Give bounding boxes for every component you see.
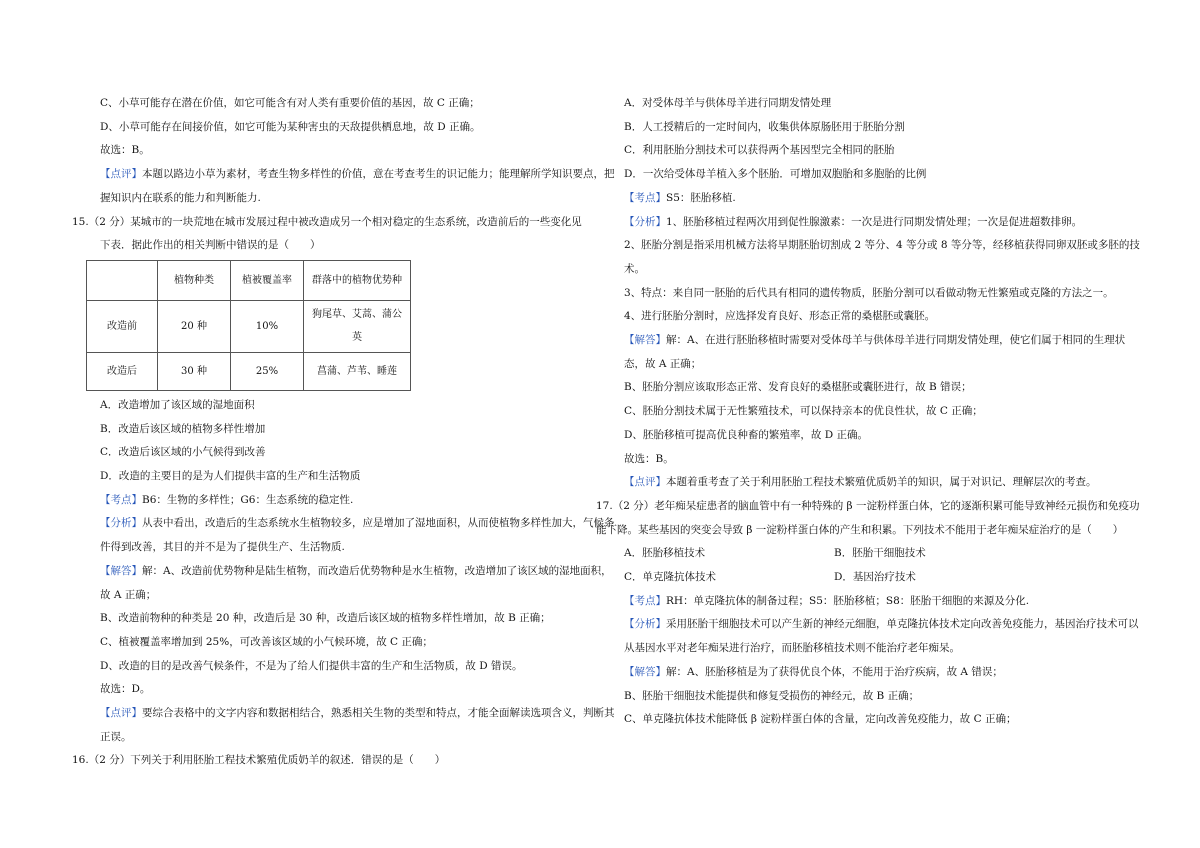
option-c: C．改造后该区域的小气候得到改善 <box>100 446 266 459</box>
choice: 故选：D。 <box>100 683 151 696</box>
table-cell: 改造前 <box>87 300 158 352</box>
answer-b: B、胚胎干细胞技术能提供和修复受损伤的神经元，故 B 正确； <box>624 689 920 702</box>
analysis-tag: 【分析】 <box>624 215 666 228</box>
option-b: B．胚胎干细胞技术 <box>834 547 926 560</box>
comment-paragraph: 【点评】本题以路边小草为素材，考查生物多样性的价值，意在考查考生的识记能力；能理解所学知识要点，把握知识内在联系的能力和判断能力. <box>100 168 615 204</box>
option-d: D．一次给受体母羊植入多个胚胎．可增加双胞胎和多胞胎的比例 <box>624 168 927 181</box>
analysis: 【分析】采用胚胎干细胞技术可以产生新的神经元细胞，单克隆抗体技术定向改善免疫能力，基因治疗技术可以从基因水平对老年痴呆进行治疗，而胚胎移植技术则不能治疗老年痴呆。 <box>624 618 1139 655</box>
key-point: 【考点】RH：单克隆抗体的制备过程；S5：胚胎移植；S8：胚胎干细胞的来源及分化. <box>624 594 1030 607</box>
table-header-cell <box>87 260 158 300</box>
question-17: 17.（2 分）老年痴呆症患者的脑血管中有一种特殊的 β 一淀粉样蛋白体，它的逐渐积累可能导致神经元损伤和免疫功能下降。某些基因的突变会导致 β 一淀粉样蛋白体的产生和积累。下列技术不能用于老年痴呆症治疗的是（ ） <box>596 499 1140 536</box>
answer: 【解答】解：A、改造前优势物种是陆生植物，而改造后优势物种是水生植物，改造增加了该区域的湿地面积，故 A 正确； <box>100 564 612 601</box>
answer-d: D、改造的目的是改善气候条件，不是为了给人们提供丰富的生产和生活物质，故 D 错误。 <box>100 659 523 672</box>
option-a: A．胚胎移植技术 <box>624 547 706 560</box>
option-d: D．基因治疗技术 <box>834 571 916 584</box>
table-cell: 20 种 <box>158 300 231 352</box>
answer-b: B、改造前物种的种类是 20 种，改造后是 30 种，改造后该区域的植物多样性增加，故 B 正确； <box>100 612 551 625</box>
answer-c: C、单克隆抗体技术能降低 β 淀粉样蛋白体的含量，定向改善免疫能力，故 C 正确； <box>624 713 1017 726</box>
option-c: C．利用胚胎分割技术可以获得两个基因型完全相同的胚胎 <box>624 144 895 157</box>
comment-tag: 【点评】 <box>100 707 142 720</box>
answer-tag: 【解答】 <box>100 564 142 577</box>
table-cell: 狗尾草、艾蒿、蒲公英 <box>304 300 411 352</box>
paragraph: C、小草可能存在潜在价值，如它可能含有对人类有重要价值的基因，故 C 正确； <box>100 97 480 109</box>
key-point-tag: 【考点】 <box>624 594 666 607</box>
analysis-tag: 【分析】 <box>100 517 142 530</box>
table-header-cell: 植物种类 <box>158 260 231 300</box>
table-cell: 改造后 <box>87 352 158 390</box>
option-d: D．改造的主要目的是为人们提供丰富的生产和生活物质 <box>100 470 361 483</box>
choice: 故选：B。 <box>624 452 674 465</box>
paragraph: 故选：B。 <box>100 144 150 157</box>
option-b: B．人工授精后的一定时间内，收集供体原肠胚用于胚胎分割 <box>624 120 905 133</box>
key-point-tag: 【考点】 <box>624 191 666 204</box>
answer: 【解答】解：A、胚胎移植是为了获得优良个体，不能用于治疗疾病，故 A 错误； <box>624 665 1003 678</box>
analysis: 【分析】1、胚胎移植过程两次用到促性腺激素：一次是进行同期发情处理；一次是促进超数排卵。 <box>624 215 1083 228</box>
answer-b: B、胚胎分割应该取形态正常、发育良好的桑椹胚或囊胚进行，故 B 错误； <box>624 381 972 394</box>
right-column <box>596 92 1144 732</box>
paragraph: D、小草可能存在间接价值，如它可能为某种害虫的天敌提供栖息地，故 D 正确。 <box>100 120 481 133</box>
table-cell: 10% <box>231 300 304 352</box>
data-table <box>86 260 411 391</box>
comment-paragraph: 【点评】本题着重考查了关于利用胚胎工程技术繁殖优质奶羊的知识，属于对识记、理解层次的考查。 <box>624 476 1097 489</box>
answer: 【解答】解：A、在进行胚胎移植时需要对受体母羊与供体母羊进行同期发情处理，使它们属于相同的生理状态，故 A 正确； <box>624 334 1126 370</box>
answer-tag: 【解答】 <box>624 334 666 347</box>
question-16: 16.（2 分）下列关于利用胚胎工程技术繁殖优质奶羊的叙述．错误的是（ ） <box>72 754 446 767</box>
left-column <box>72 92 620 773</box>
answer-c: C、植被覆盖率增加到 25%，可改善该区域的小气候环境，故 C 正确； <box>100 635 433 648</box>
analysis-4: 4、进行胚胎分割时，应选择发育良好、形态正常的桑椹胚或囊胚。 <box>624 310 936 323</box>
table-header-cell: 植被覆盖率 <box>231 260 304 300</box>
key-point-tag: 【考点】 <box>100 493 142 506</box>
comment-tag: 【点评】 <box>100 168 142 181</box>
question-15-line2: 下表．据此作出的相关判断中错误的是（ ） <box>100 239 321 252</box>
key-point: 【考点】B6：生物的多样性；G6：生态系统的稳定性. <box>100 493 354 506</box>
analysis-tag: 【分析】 <box>624 618 666 631</box>
table-header-cell: 群落中的植物优势种 <box>304 260 411 300</box>
table-cell: 30 种 <box>158 352 231 390</box>
comment-tag: 【点评】 <box>624 476 666 489</box>
question-15-line1: 15.（2 分）某城市的一块荒地在城市发展过程中被改造成另一个相对稳定的生态系统，改造前后的一些变化见 <box>72 215 582 228</box>
key-point: 【考点】S5：胚胎移植. <box>624 191 736 204</box>
answer-tag: 【解答】 <box>624 665 666 678</box>
table-cell: 菖蒲、芦苇、睡莲 <box>304 352 411 390</box>
analysis-2: 2、胚胎分割是指采用机械方法将早期胚胎切割成 2 等分、4 等分或 8 等分等，经移植获得同卵双胚或多胚的技术。 <box>624 239 1140 275</box>
options-row <box>612 566 1144 590</box>
answer-d: D、胚胎移植可提高优良种畜的繁殖率，故 D 正确。 <box>624 428 869 441</box>
comment-paragraph: 【点评】要综合表格中的文字内容和数据相结合，熟悉相关生物的类型和特点，才能全面解读选项含义，判断其正误。 <box>100 707 615 743</box>
options-row <box>612 542 1144 566</box>
answer-c: C、胚胎分割技术属于无性繁殖技术，可以保持亲本的优良性状，故 C 正确； <box>624 405 983 418</box>
option-b: B．改造后该区域的植物多样性增加 <box>100 422 266 435</box>
option-a: A．对受体母羊与供体母羊进行同期发情处理 <box>624 97 832 109</box>
table-cell: 25% <box>231 352 304 390</box>
analysis-3: 3、特点：来自同一胚胎的后代具有相同的遗传物质，胚胎分割可以看做动物无性繁殖或克隆的方法之一。 <box>624 286 1114 299</box>
analysis: 【分析】从表中看出，改造后的生态系统水生植物较多，应是增加了湿地面积，从而使植物多样性加大，气候条件得到改善，其目的并不是为了提供生产、生活物质. <box>100 517 615 554</box>
option-a: A．改造增加了该区域的湿地面积 <box>100 398 255 411</box>
option-c: C．单克隆抗体技术 <box>624 571 717 584</box>
